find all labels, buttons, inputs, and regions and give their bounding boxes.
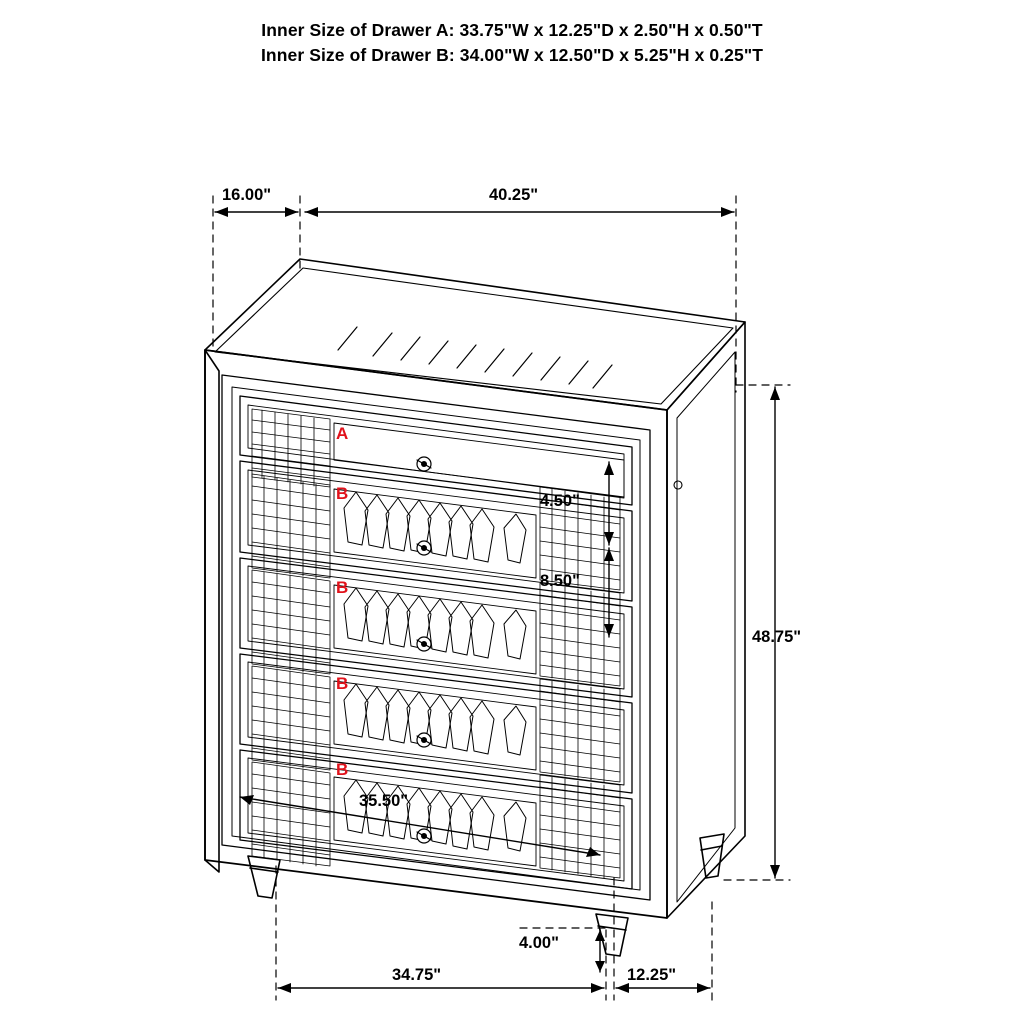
dimension-depth-top: 16.00" [222, 186, 272, 204]
dimension-height-right: 48.75" [752, 628, 802, 646]
drawer-label-a: A [336, 424, 349, 443]
drawer-a-inner-size: Inner Size of Drawer A: 33.75"W x 12.25"D x 2.50"H x 0.50"T [261, 20, 763, 40]
drawer-b-inner-size: Inner Size of Drawer B: 34.00"W x 12.50"D x 5.25"H x 0.25"T [260, 45, 764, 65]
dimension-drawer-b-height: 8.50" [540, 572, 580, 590]
dimension-leg-height: 4.00" [519, 934, 559, 952]
dimension-width-top: 40.25" [489, 186, 539, 204]
drawer-label-b4: B [336, 760, 349, 779]
drawer-label-b2: B [336, 578, 349, 597]
dimension-base-width: 34.75" [392, 966, 442, 984]
dimension-front-width: 35.50" [359, 792, 409, 810]
drawer-label-b1: B [336, 484, 349, 503]
drawer-label-b3: B [336, 674, 349, 693]
dimension-drawer-a-height: 4.50" [540, 492, 580, 510]
dimension-base-depth: 12.25" [627, 966, 677, 984]
